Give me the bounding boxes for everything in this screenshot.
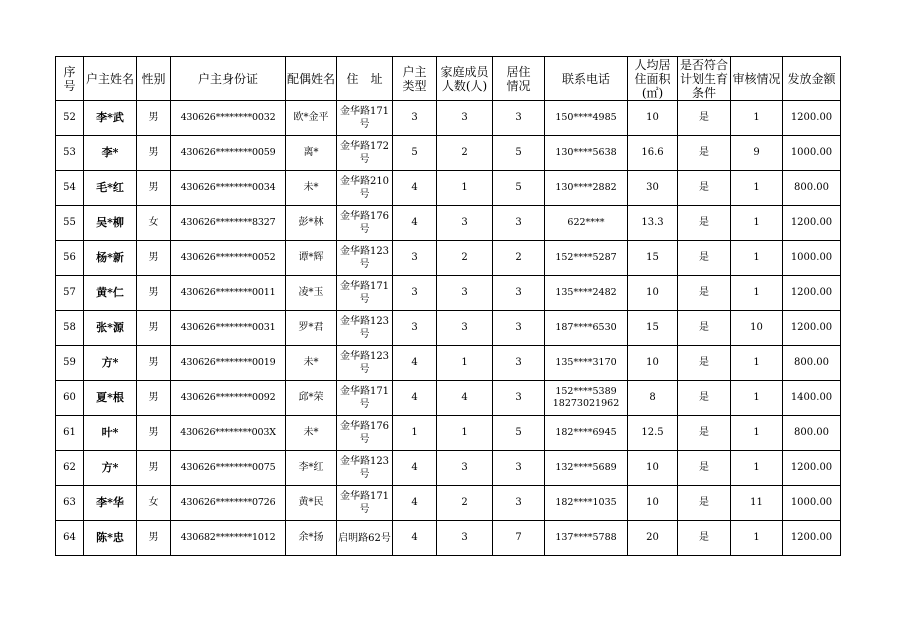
cell-owner-id: 430626********0019 [171,346,286,381]
cell-phone: 182****1035 [545,486,628,521]
cell-address: 金华路171 号 [337,486,393,521]
cell-no: 55 [56,206,84,241]
cell-amount: 1000.00 [783,486,841,521]
data-table [55,56,841,556]
cell-area: 8 [628,381,678,416]
cell-address: 金华路171号 [337,276,393,311]
cell-owner-type: 4 [393,171,437,206]
col-header-owner-type: 户主 类型 [393,57,437,101]
cell-living-status: 5 [493,171,545,206]
cell-owner-type: 3 [393,241,437,276]
cell-family-members: 3 [437,101,493,136]
cell-address: 金华路176 号 [337,416,393,451]
cell-owner-id: 430626********0011 [171,276,286,311]
cell-review-status: 10 [731,311,783,346]
cell-phone: 622**** [545,206,628,241]
cell-owner-id: 430626********0726 [171,486,286,521]
cell-address: 金华路123号 [337,241,393,276]
cell-family-planning: 是 [678,206,731,241]
cell-gender: 男 [137,311,171,346]
cell-gender: 男 [137,416,171,451]
cell-family-members: 3 [437,311,493,346]
cell-no: 53 [56,136,84,171]
cell-family-planning: 是 [678,381,731,416]
cell-amount: 1000.00 [783,136,841,171]
cell-owner-id: 430682********1012 [171,521,286,556]
cell-amount: 800.00 [783,171,841,206]
col-header-living-status: 居住 情况 [493,57,545,101]
cell-no: 62 [56,451,84,486]
cell-phone: 182****6945 [545,416,628,451]
table-row [56,276,841,311]
cell-phone: 135****2482 [545,276,628,311]
cell-owner-type: 4 [393,381,437,416]
cell-owner-name: 黄*仁 [84,276,137,311]
table-row [56,206,841,241]
col-header-amount: 发放金额 [783,57,841,101]
cell-review-status: 1 [731,241,783,276]
cell-owner-name: 夏*根 [84,381,137,416]
col-header-family-members: 家庭成员 人数(人) [437,57,493,101]
cell-review-status: 1 [731,381,783,416]
cell-gender: 男 [137,241,171,276]
cell-family-planning: 是 [678,241,731,276]
cell-no: 58 [56,311,84,346]
cell-owner-name: 叶* [84,416,137,451]
cell-spouse-name: 黄*民 [286,486,337,521]
cell-family-planning: 是 [678,311,731,346]
cell-amount: 1200.00 [783,311,841,346]
cell-amount: 800.00 [783,416,841,451]
cell-review-status: 1 [731,206,783,241]
cell-gender: 男 [137,381,171,416]
cell-spouse-name: 谭*辉 [286,241,337,276]
cell-no: 64 [56,521,84,556]
cell-spouse-name: 离* [286,136,337,171]
col-header-owner-id: 户主身份证 [171,57,286,101]
cell-owner-type: 3 [393,276,437,311]
cell-owner-type: 4 [393,346,437,381]
cell-owner-name: 李* [84,136,137,171]
header-row [56,57,841,101]
cell-spouse-name: 欧*金平 [286,101,337,136]
cell-spouse-name: 罗*君 [286,311,337,346]
cell-no: 57 [56,276,84,311]
cell-area: 15 [628,241,678,276]
cell-owner-name: 吴*柳 [84,206,137,241]
cell-phone: 150****4985 [545,101,628,136]
cell-owner-id: 430626********0034 [171,171,286,206]
cell-living-status: 7 [493,521,545,556]
cell-area: 15 [628,311,678,346]
cell-address: 金华路123 号 [337,451,393,486]
cell-gender: 男 [137,136,171,171]
cell-area: 10 [628,276,678,311]
cell-gender: 女 [137,206,171,241]
cell-owner-type: 3 [393,311,437,346]
cell-family-planning: 是 [678,486,731,521]
cell-phone: 130****2882 [545,171,628,206]
cell-area: 10 [628,346,678,381]
cell-phone: 137****5788 [545,521,628,556]
cell-phone: 132****5689 [545,451,628,486]
cell-family-members: 1 [437,416,493,451]
cell-gender: 男 [137,346,171,381]
cell-review-status: 1 [731,346,783,381]
cell-living-status: 3 [493,101,545,136]
col-header-owner-name: 户主姓名 [84,57,137,101]
cell-address: 金华路171 号 [337,101,393,136]
cell-amount: 1200.00 [783,101,841,136]
cell-owner-name: 杨*新 [84,241,137,276]
col-header-family-planning: 是否符合 计划生育 条件 [678,57,731,101]
cell-family-planning: 是 [678,101,731,136]
cell-review-status: 1 [731,171,783,206]
cell-gender: 男 [137,171,171,206]
table-row [56,241,841,276]
cell-family-members: 3 [437,206,493,241]
cell-owner-type: 4 [393,521,437,556]
cell-family-members: 2 [437,136,493,171]
cell-owner-id: 430626********003X [171,416,286,451]
cell-review-status: 1 [731,101,783,136]
cell-owner-id: 430626********0075 [171,451,286,486]
cell-living-status: 3 [493,486,545,521]
cell-amount: 1200.00 [783,206,841,241]
cell-family-planning: 是 [678,416,731,451]
cell-family-members: 3 [437,276,493,311]
col-header-area-per-capita: 人均居 住面积 (㎡) [628,57,678,101]
cell-review-status: 1 [731,451,783,486]
cell-living-status: 3 [493,346,545,381]
cell-spouse-name: 余*扬 [286,521,337,556]
cell-address: 金华路123号 [337,311,393,346]
cell-address: 金华路172号 [337,136,393,171]
cell-owner-id: 430626********0092 [171,381,286,416]
cell-spouse-name: 邱*荣 [286,381,337,416]
cell-amount: 1200.00 [783,521,841,556]
cell-living-status: 3 [493,381,545,416]
cell-no: 61 [56,416,84,451]
cell-area: 12.5 [628,416,678,451]
cell-gender: 男 [137,451,171,486]
cell-area: 20 [628,521,678,556]
cell-amount: 1200.00 [783,276,841,311]
cell-gender: 男 [137,101,171,136]
table-row [56,451,841,486]
cell-phone: 130****5638 [545,136,628,171]
cell-living-status: 2 [493,241,545,276]
col-header-phone: 联系电话 [545,57,628,101]
cell-phone: 152****5389 18273021962 [545,381,628,416]
col-header-no: 序 号 [56,57,84,101]
cell-gender: 女 [137,486,171,521]
col-header-gender: 性别 [137,57,171,101]
table-row [56,521,841,556]
cell-spouse-name: 未* [286,346,337,381]
cell-address: 金华路176号 [337,206,393,241]
cell-spouse-name: 凌*玉 [286,276,337,311]
cell-spouse-name: 彭*林 [286,206,337,241]
table-header [56,57,841,101]
cell-no: 52 [56,101,84,136]
cell-owner-type: 3 [393,101,437,136]
table-row [56,346,841,381]
table-row [56,311,841,346]
cell-owner-id: 430626********0031 [171,311,286,346]
table-row [56,381,841,416]
cell-address: 金华路171 号 [337,381,393,416]
cell-no: 63 [56,486,84,521]
cell-owner-type: 1 [393,416,437,451]
cell-family-planning: 是 [678,136,731,171]
cell-owner-name: 方* [84,346,137,381]
cell-review-status: 9 [731,136,783,171]
cell-living-status: 3 [493,311,545,346]
cell-gender: 男 [137,276,171,311]
cell-owner-type: 5 [393,136,437,171]
cell-owner-type: 4 [393,486,437,521]
cell-area: 13.3 [628,206,678,241]
cell-family-members: 3 [437,521,493,556]
cell-living-status: 3 [493,451,545,486]
cell-area: 10 [628,101,678,136]
cell-phone: 152****5287 [545,241,628,276]
cell-area: 30 [628,171,678,206]
cell-phone: 135****3170 [545,346,628,381]
cell-owner-name: 毛*红 [84,171,137,206]
cell-family-planning: 是 [678,451,731,486]
table-row [56,486,841,521]
cell-gender: 男 [137,521,171,556]
cell-owner-type: 4 [393,451,437,486]
cell-owner-name: 方* [84,451,137,486]
cell-amount: 1200.00 [783,451,841,486]
table-row [56,136,841,171]
cell-review-status: 1 [731,276,783,311]
cell-spouse-name: 未* [286,416,337,451]
col-header-review-status: 审核情况 [731,57,783,101]
cell-owner-name: 李*华 [84,486,137,521]
cell-family-members: 2 [437,241,493,276]
cell-review-status: 1 [731,416,783,451]
cell-area: 10 [628,451,678,486]
cell-review-status: 1 [731,521,783,556]
cell-no: 59 [56,346,84,381]
cell-area: 16.6 [628,136,678,171]
cell-review-status: 11 [731,486,783,521]
cell-family-members: 2 [437,486,493,521]
cell-living-status: 5 [493,416,545,451]
table-row [56,416,841,451]
cell-no: 60 [56,381,84,416]
cell-amount: 1400.00 [783,381,841,416]
table-row [56,171,841,206]
cell-amount: 800.00 [783,346,841,381]
col-header-spouse-name: 配偶姓名 [286,57,337,101]
cell-owner-id: 430626********0059 [171,136,286,171]
cell-owner-name: 张*源 [84,311,137,346]
cell-area: 10 [628,486,678,521]
cell-living-status: 3 [493,276,545,311]
cell-no: 56 [56,241,84,276]
cell-owner-type: 4 [393,206,437,241]
cell-family-planning: 是 [678,346,731,381]
cell-family-planning: 是 [678,521,731,556]
cell-family-members: 1 [437,171,493,206]
cell-owner-name: 陈*忠 [84,521,137,556]
cell-owner-name: 李*武 [84,101,137,136]
cell-family-members: 4 [437,381,493,416]
table-row [56,101,841,136]
table-body [56,101,841,556]
cell-owner-id: 430626********0032 [171,101,286,136]
cell-no: 54 [56,171,84,206]
cell-owner-id: 430626********0052 [171,241,286,276]
cell-address: 启明路62号 [337,521,393,556]
cell-family-planning: 是 [678,171,731,206]
cell-address: 金华路123 号 [337,346,393,381]
cell-living-status: 3 [493,206,545,241]
cell-spouse-name: 未* [286,171,337,206]
cell-address: 金华路210号 [337,171,393,206]
cell-family-planning: 是 [678,276,731,311]
cell-family-members: 3 [437,451,493,486]
cell-spouse-name: 李*红 [286,451,337,486]
cell-phone: 187****6530 [545,311,628,346]
cell-owner-id: 430626********8327 [171,206,286,241]
cell-living-status: 5 [493,136,545,171]
cell-amount: 1000.00 [783,241,841,276]
col-header-address: 住 址 [337,57,393,101]
cell-family-members: 1 [437,346,493,381]
